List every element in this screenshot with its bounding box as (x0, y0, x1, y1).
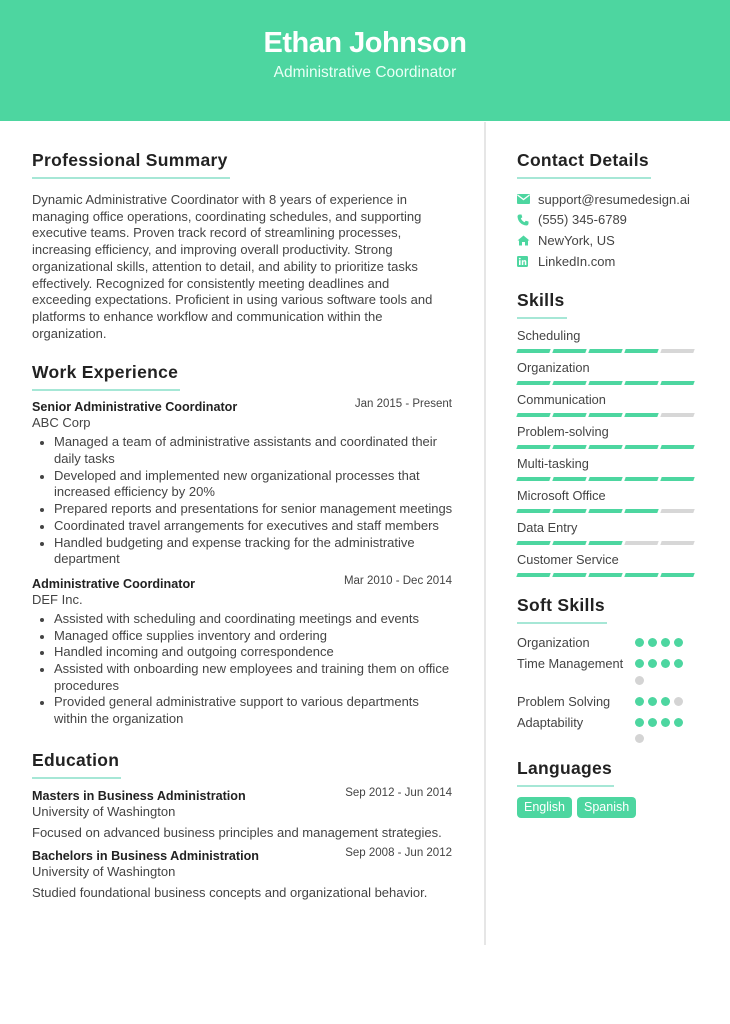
skill-level-segment (552, 541, 586, 545)
school-name: University of Washington (32, 863, 176, 879)
rating-dot (661, 718, 670, 727)
job-bullets (32, 611, 454, 728)
skill-level-bar (517, 381, 702, 385)
bullet-item: Coordinated travel arrangements for executives and staff members (54, 518, 454, 535)
skill-level-bar (517, 413, 702, 417)
education-description: Studied foundational business concepts and organizational behavior. (32, 884, 428, 900)
candidate-title: Administrative Coordinator (273, 64, 457, 81)
rating-dot (635, 676, 644, 685)
skill-level-bar (517, 445, 702, 449)
job-bullets (32, 434, 454, 568)
section-heading: Education (32, 750, 121, 779)
skill-label: Scheduling (517, 328, 581, 344)
section-heading: Soft Skills (517, 595, 607, 624)
contact-location (517, 230, 702, 251)
contact-text: LinkedIn.com (538, 253, 616, 269)
work-experience-section (32, 362, 454, 728)
job-entry (32, 574, 454, 728)
soft-skill-item (517, 693, 702, 714)
skill-level-bar (517, 541, 702, 545)
skill-level-bar (517, 509, 702, 513)
degree-title: Bachelors in Business Administration (32, 848, 259, 863)
bullet-item: Prepared reports and presentations for senior management meetings (54, 501, 453, 517)
rating-dot (674, 718, 683, 727)
section-heading: Skills (517, 290, 567, 319)
skill-level-segment (552, 381, 586, 385)
soft-skill-item (517, 655, 702, 693)
skill-level-segment (516, 445, 550, 449)
job-entry (32, 400, 454, 568)
rating-dot (661, 659, 670, 668)
skill-item (517, 360, 702, 385)
rating-dot (635, 697, 644, 706)
skill-label: Data Entry (517, 520, 578, 536)
skill-level-segment (660, 477, 694, 481)
soft-skills-list (517, 634, 702, 744)
phone-icon (517, 214, 538, 226)
skill-label: Problem-solving (517, 424, 609, 440)
resume-header (0, 0, 730, 121)
section-heading: Professional Summary (32, 150, 230, 179)
job-date: Jan 2015 - Present (354, 398, 452, 411)
soft-skills-section (517, 595, 702, 744)
languages-list (517, 797, 702, 818)
language-badge: English (517, 797, 572, 818)
contact-list (517, 189, 702, 271)
skill-item (517, 456, 702, 481)
skill-level-segment (624, 413, 658, 417)
skill-level-segment (588, 381, 622, 385)
contact-text: support@resumedesign.ai (538, 191, 690, 207)
job-title: Senior Administrative Coordinator (32, 400, 238, 415)
skill-label: Microsoft Office (517, 488, 606, 504)
skill-item (517, 328, 702, 353)
rating-dot (635, 734, 644, 743)
education-date: Sep 2008 - Jun 2012 (345, 846, 452, 859)
rating-dot (674, 659, 683, 668)
skill-item (517, 552, 702, 577)
skill-level-segment (660, 573, 694, 577)
home-icon (517, 235, 538, 246)
languages-section (517, 758, 702, 818)
skills-list (517, 328, 702, 577)
skill-level-segment (516, 509, 550, 513)
job-date: Mar 2010 - Dec 2014 (343, 574, 452, 587)
contact-linkedin[interactable] (517, 251, 702, 272)
skill-level-segment (516, 573, 550, 577)
soft-skill-label: Time Management (517, 656, 624, 672)
rating-dot (648, 638, 657, 647)
skill-item (517, 520, 702, 545)
skill-level-segment (588, 573, 622, 577)
skill-level-segment (660, 445, 694, 449)
bullet-item: Assisted with scheduling and coordinating meetings and events (54, 611, 454, 628)
skill-level-segment (516, 541, 550, 545)
skill-level-segment (552, 445, 586, 449)
bullet-item: Handled incoming and outgoing correspondence (54, 644, 454, 661)
skills-section (517, 290, 702, 577)
job-title: Administrative Coordinator (32, 576, 196, 591)
skill-level-segment (552, 509, 586, 513)
education-section (32, 750, 454, 900)
soft-skill-rating (635, 634, 685, 655)
contact-text: (555) 345-6789 (538, 212, 627, 228)
soft-skill-label: Problem Solving (517, 694, 611, 710)
envelope-icon (517, 194, 538, 204)
soft-skill-item (517, 634, 702, 655)
skill-level-bar (517, 349, 702, 353)
education-description: Focused on advanced business principles and management strategies. (32, 824, 442, 840)
skill-item (517, 424, 702, 449)
skill-level-segment (624, 573, 658, 577)
rating-dot (635, 638, 644, 647)
skill-level-segment (624, 445, 658, 449)
skill-item (517, 392, 702, 417)
skill-label: Customer Service (517, 552, 619, 568)
education-entry (32, 846, 454, 900)
contact-email[interactable] (517, 189, 702, 210)
soft-skill-rating (635, 655, 685, 693)
skill-label: Multi-tasking (517, 456, 589, 472)
soft-skill-label: Organization (517, 635, 590, 651)
skill-level-segment (516, 349, 550, 353)
skill-level-segment (660, 541, 694, 545)
bullet-item: Developed and implemented new organizational processes that increased efficiency by 20% (54, 468, 454, 501)
job-company: ABC Corp (32, 415, 91, 431)
skill-label: Communication (517, 392, 606, 408)
rating-dot (674, 638, 683, 647)
contact-section (517, 150, 702, 271)
skill-level-segment (624, 541, 658, 545)
skill-item (517, 488, 702, 513)
rating-dot (661, 638, 670, 647)
skill-level-segment (624, 381, 658, 385)
bullet-item: Provided general administrative support to various departments within the organization (54, 694, 454, 727)
soft-skill-label: Adaptability (517, 715, 584, 731)
sidebar-column (517, 150, 702, 818)
skill-level-segment (660, 381, 694, 385)
rating-dot (674, 697, 683, 706)
skill-level-segment (552, 413, 586, 417)
skill-level-segment (588, 445, 622, 449)
skill-level-segment (552, 573, 586, 577)
skill-level-segment (588, 509, 622, 513)
rating-dot (648, 718, 657, 727)
skill-level-segment (588, 413, 622, 417)
candidate-name: Ethan Johnson (263, 27, 467, 59)
soft-skill-rating (635, 714, 685, 744)
skill-level-segment (624, 477, 658, 481)
education-entry (32, 786, 454, 840)
education-date: Sep 2012 - Jun 2014 (345, 786, 452, 799)
bullet-item: Managed a team of administrative assistants and coordinated their daily tasks (54, 434, 454, 467)
rating-dot (661, 697, 670, 706)
skill-level-bar (517, 477, 702, 481)
job-company: DEF Inc. (32, 591, 83, 607)
skill-level-segment (588, 349, 622, 353)
section-heading: Work Experience (32, 362, 180, 391)
skill-level-segment (516, 413, 550, 417)
skill-level-segment (516, 477, 550, 481)
linkedin-icon (517, 256, 538, 267)
rating-dot (648, 659, 657, 668)
skill-label: Organization (517, 360, 590, 376)
skill-level-segment (552, 349, 586, 353)
skill-level-segment (660, 349, 694, 353)
skill-level-segment (552, 477, 586, 481)
skill-level-segment (588, 477, 622, 481)
bullet-item: Assisted with onboarding new employees and training them on office procedures (54, 661, 454, 694)
language-badge: Spanish (577, 797, 636, 818)
rating-dot (635, 659, 644, 668)
section-heading: Languages (517, 758, 614, 787)
skill-level-segment (660, 413, 694, 417)
degree-title: Masters in Business Administration (32, 788, 246, 803)
skill-level-bar (517, 573, 702, 577)
soft-skill-rating (635, 693, 685, 714)
summary-text: Dynamic Administrative Coordinator with 8 years of experience in managing office operations, coordinating schedules, and supporting executive teams. Proven track record of streamlining processes, increasing efficiency, and improving overall productivity. Strong organizational skills, attention to detail, and ability to prioritize tasks effectively. Recognized for consistently meeting deadlines and exceeding expectations. Proficient in using various software tools and platforms to enhance workflow and communication within the organization. (32, 192, 433, 341)
skill-level-segment (624, 349, 658, 353)
contact-phone[interactable] (517, 210, 702, 231)
skill-level-segment (516, 381, 550, 385)
skill-level-segment (660, 509, 694, 513)
rating-dot (635, 718, 644, 727)
main-column (32, 150, 454, 900)
contact-text: NewYork, US (538, 232, 615, 248)
bullet-item: Handled budgeting and expense tracking for the administrative department (54, 535, 454, 568)
column-divider (484, 122, 486, 945)
skill-level-segment (624, 509, 658, 513)
bullet-item: Managed office supplies inventory and ordering (54, 628, 454, 645)
skill-level-segment (588, 541, 622, 545)
soft-skill-item (517, 714, 702, 744)
professional-summary-section (32, 150, 454, 342)
rating-dot (648, 697, 657, 706)
section-heading: Contact Details (517, 150, 651, 179)
school-name: University of Washington (32, 803, 176, 819)
